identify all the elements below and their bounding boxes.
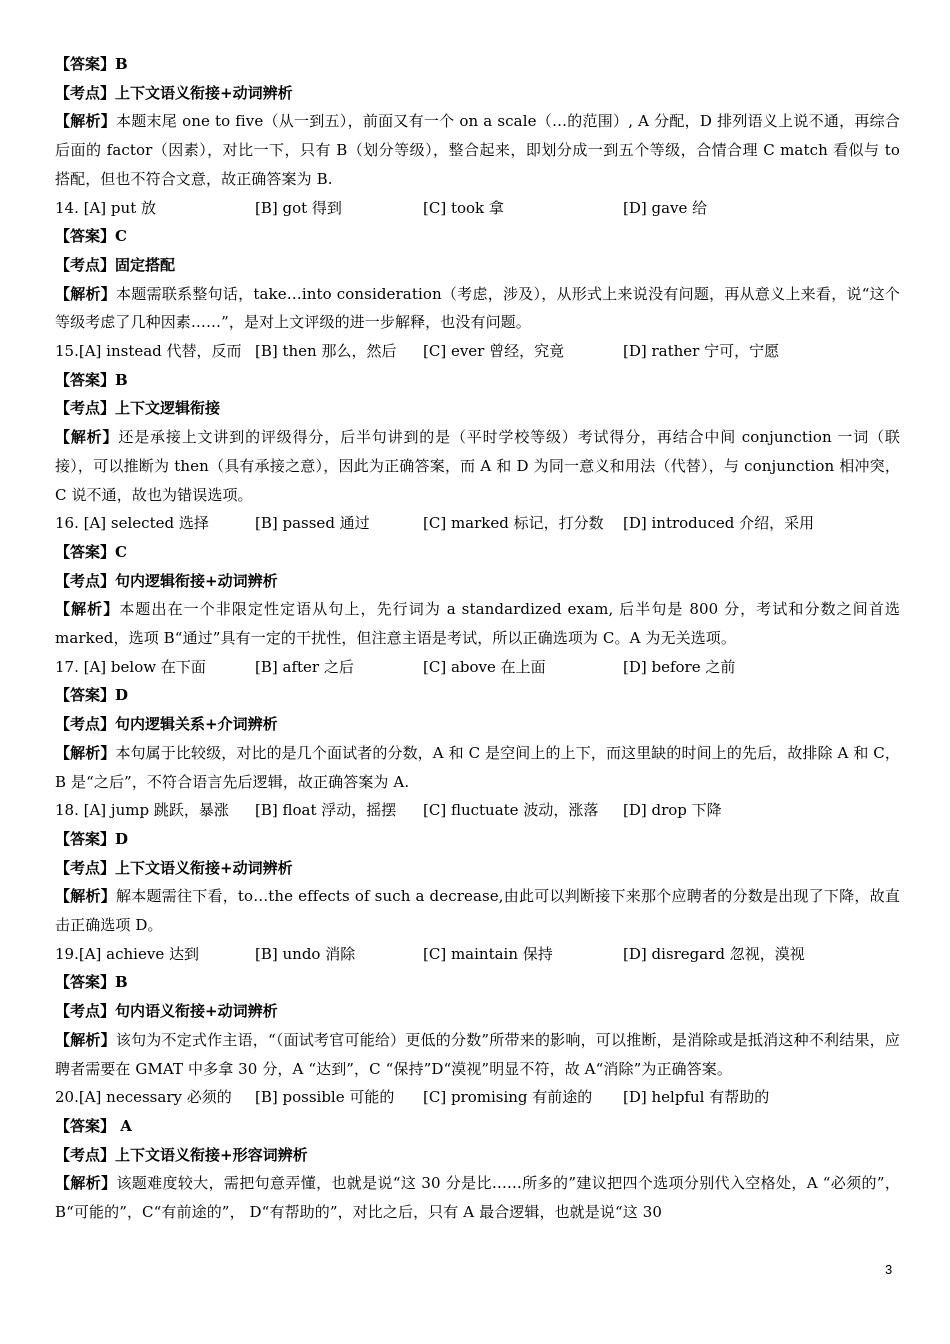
option-b: [B] after 之后 bbox=[255, 657, 354, 676]
analysis-label: 【解析】 bbox=[55, 887, 116, 906]
option-d: [D] disregard 忽视，漠视 bbox=[623, 944, 805, 963]
option-c: [C] took 拿 bbox=[423, 198, 504, 217]
answer-line: 【答案】 A bbox=[55, 1116, 132, 1135]
analysis-text: 本题出在一个非限定性定语从句上，先行词为 a standardized exam, 后半句是 800 分，考试和分数之间首选 marked，选项 B“通过”具有一定的干扰性，但注意主语是考试，所以正确选项为 C。A 为无关选项。 bbox=[55, 600, 900, 648]
key-point-line: 【考点】句内逻辑衔接+动词辨析 bbox=[55, 571, 278, 590]
option-c: [C] fluctuate 波动，涨落 bbox=[423, 801, 599, 820]
analysis-label: 【解析】 bbox=[55, 1174, 117, 1193]
analysis-text: 还是承接上文讲到的评级得分，后半句讲到的是（平时学校等级）考试得分，再结合中间 conjunction 一词（联接），可以推断为 then（具有承接之意），因此为正确答案，而 A 和 D 为同一意义和用法（代替），与 conjunction 相冲突，C 说不通，故也为错误选项。 bbox=[55, 428, 900, 504]
answer-line: 【答案】B bbox=[55, 55, 128, 73]
option-a: 16. [A] selected 选择 bbox=[55, 514, 209, 533]
option-d: [D] helpful 有帮助的 bbox=[623, 1088, 770, 1107]
analysis-text: 解本题需往下看，to…the effects of such a decrease,由此可以判断接下来那个应聘者的分数是出现了下降，故直击正确选项 D。 bbox=[55, 887, 900, 935]
analysis-text: 该句为不定式作主语，“（面试考官可能给）更低的分数”所带来的影响，可以推断，是消除或是抵消这种不利结果，应聘者需要在 GMAT 中多拿 30 分，A “达到”，C “保持”D“漠视”明显不符，故 A“消除”为正确答案。 bbox=[55, 1030, 900, 1078]
analysis-paragraph bbox=[55, 595, 900, 652]
option-d: [D] introduced 介绍，采用 bbox=[623, 514, 815, 533]
option-c: [C] above 在上面 bbox=[423, 657, 546, 676]
option-a: 15.[A] instead 代替，反而 bbox=[55, 342, 242, 361]
option-c: [C] promising 有前途的 bbox=[423, 1088, 593, 1107]
option-b: [B] passed 通过 bbox=[255, 514, 370, 533]
option-b: [B] then 那么，然后 bbox=[255, 342, 397, 361]
analysis-paragraph bbox=[55, 423, 900, 509]
question-options bbox=[55, 796, 900, 825]
question-options bbox=[55, 194, 900, 223]
key-point-line: 【考点】上下文语义衔接+动词辨析 bbox=[55, 83, 293, 102]
option-c: [C] ever 曾经，究竟 bbox=[423, 342, 565, 361]
option-b: [B] got 得到 bbox=[255, 198, 342, 217]
analysis-paragraph bbox=[55, 107, 900, 193]
analysis-paragraph bbox=[55, 882, 900, 939]
option-a: 18. [A] jump 跳跃，暴涨 bbox=[55, 801, 229, 820]
option-a: 14. [A] put 放 bbox=[55, 198, 156, 217]
key-point-line: 【考点】上下文逻辑衔接 bbox=[55, 399, 221, 418]
option-a: 17. [A] below 在下面 bbox=[55, 657, 206, 676]
option-c: [C] maintain 保持 bbox=[423, 944, 553, 963]
answer-line: 【答案】D bbox=[55, 829, 129, 848]
option-d: [D] drop 下降 bbox=[623, 801, 722, 820]
analysis-label: 【解析】 bbox=[55, 112, 117, 131]
analysis-label: 【解析】 bbox=[55, 600, 120, 619]
analysis-paragraph bbox=[55, 1026, 900, 1083]
analysis-label: 【解析】 bbox=[55, 1030, 116, 1049]
analysis-text: 本句属于比较级，对比的是几个面试者的分数，A 和 C 是空间上的上下，而这里缺的时间上的先后，故排除 A 和 C，B 是“之后”，不符合语言先后逻辑，故正确答案为 A. bbox=[55, 743, 900, 791]
answer-line: 【答案】B bbox=[55, 973, 128, 992]
option-d: [D] rather 宁可，宁愿 bbox=[623, 342, 780, 361]
key-point-line: 【考点】句内逻辑关系+介词辨析 bbox=[55, 715, 278, 734]
option-b: [B] undo 消除 bbox=[255, 944, 356, 963]
question-options bbox=[55, 940, 900, 969]
document-body bbox=[55, 50, 900, 1227]
option-a: 20.[A] necessary 必须的 bbox=[55, 1088, 232, 1107]
answer-line: 【答案】C bbox=[55, 542, 127, 561]
analysis-label: 【解析】 bbox=[55, 284, 117, 303]
option-d: [D] gave 给 bbox=[623, 198, 708, 217]
option-a: 19.[A] achieve 达到 bbox=[55, 944, 199, 963]
page-number: 3 bbox=[885, 1262, 893, 1277]
question-options bbox=[55, 509, 900, 538]
question-options bbox=[55, 653, 900, 682]
question-options bbox=[55, 337, 900, 366]
answer-line: 【答案】D bbox=[55, 686, 129, 705]
analysis-text: 本题需联系整句话，take…into consideration（考虑，涉及），从形式上来说没有问题，再从意义上来看，说“这个等级考虑了几种因素……”，是对上文评级的进一步解释，也没有问题。 bbox=[55, 284, 900, 332]
answer-line: 【答案】B bbox=[55, 370, 128, 389]
analysis-text: 该题难度较大，需把句意弄懂，也就是说“这 30 分是比……所多的”建议把四个选项分别代入空格处，A “必须的”，B“可能的”，C“有前途的”， D“有帮助的”，对比之后，只有 A 最合逻辑，也就是说“这 30 bbox=[55, 1174, 900, 1222]
option-c: [C] marked 标记，打分数 bbox=[423, 514, 604, 533]
answer-line: 【答案】C bbox=[55, 227, 127, 246]
analysis-label: 【解析】 bbox=[55, 743, 116, 762]
analysis-paragraph bbox=[55, 1169, 900, 1226]
analysis-label: 【解析】 bbox=[55, 428, 119, 447]
option-b: [B] float 浮动，摇摆 bbox=[255, 801, 397, 820]
key-point-line: 【考点】句内语义衔接+动词辨析 bbox=[55, 1002, 278, 1021]
key-point-line: 【考点】上下文语义衔接+形容词辨析 bbox=[55, 1145, 308, 1164]
key-point-line: 【考点】固定搭配 bbox=[55, 255, 176, 274]
key-point-line: 【考点】上下文语义衔接+动词辨析 bbox=[55, 858, 293, 877]
question-options bbox=[55, 1083, 900, 1112]
option-b: [B] possible 可能的 bbox=[255, 1088, 395, 1107]
option-d: [D] before 之前 bbox=[623, 657, 736, 676]
analysis-paragraph bbox=[55, 280, 900, 337]
analysis-paragraph bbox=[55, 739, 900, 796]
analysis-text: 本题末尾 one to five（从一到五），前面又有一个 on a scale（…的范围）, A 分配，D 排列语义上说不通，再综合后面的 factor（因素），对比一下，只有 B（划分等级），整合起来，即划分成一到五个等级，合情合理 C match 看似与 to 搭配，但也不符合文意，故正确答案为 B. bbox=[55, 112, 900, 188]
